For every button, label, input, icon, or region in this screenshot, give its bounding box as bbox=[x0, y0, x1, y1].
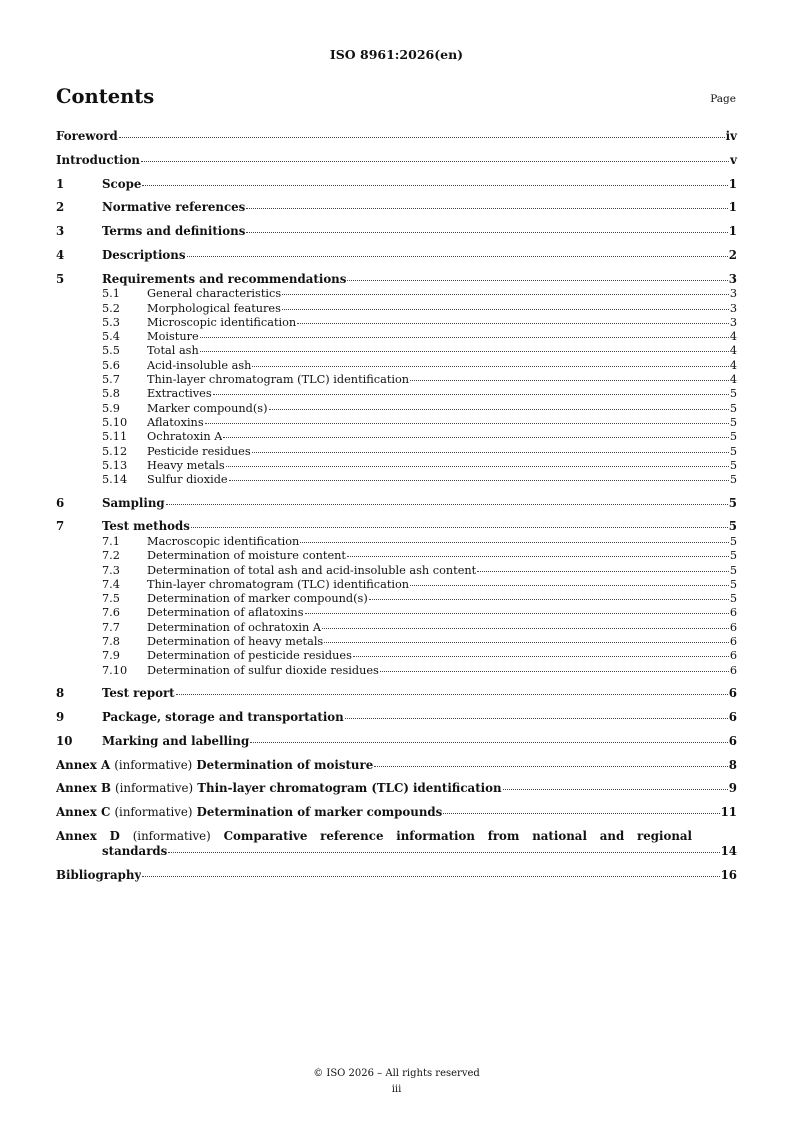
toc-label: Marking and labelling bbox=[102, 733, 250, 748]
toc-subentry[interactable] bbox=[56, 402, 737, 416]
toc-number: 7.1 bbox=[102, 535, 120, 548]
toc-label: Bibliography bbox=[56, 868, 142, 883]
dot-leader bbox=[297, 323, 729, 324]
dot-leader bbox=[324, 642, 729, 643]
toc-number: 5.14 bbox=[102, 473, 128, 487]
toc-number: 7.3 bbox=[102, 563, 120, 577]
toc-number: 5.4 bbox=[102, 330, 120, 344]
dot-leader bbox=[166, 504, 728, 505]
toc-entry[interactable] bbox=[56, 519, 737, 535]
toc-number: 7.10 bbox=[102, 663, 128, 677]
dot-leader bbox=[191, 527, 728, 528]
table-of-contents bbox=[56, 129, 737, 884]
toc-number: 5.13 bbox=[102, 458, 128, 472]
toc-label: Determination of moisture content bbox=[147, 549, 346, 563]
dot-leader bbox=[347, 556, 729, 557]
toc-label: Package, storage and transportation bbox=[102, 709, 344, 724]
annex-title: Thin-layer chromatogram (TLC) identification bbox=[197, 781, 502, 796]
toc-number: 1 bbox=[56, 176, 65, 191]
toc-label: Test report bbox=[102, 686, 175, 701]
toc-entry[interactable] bbox=[56, 200, 737, 216]
toc-subentry[interactable] bbox=[56, 359, 737, 373]
toc-label: Pesticide residues bbox=[147, 444, 251, 458]
toc-page-number: 5 bbox=[729, 444, 737, 458]
toc-page-number: 1 bbox=[728, 224, 737, 239]
dot-leader bbox=[410, 380, 729, 381]
toc-label: Determination of heavy metals bbox=[147, 635, 324, 649]
dot-leader bbox=[410, 585, 729, 586]
dot-leader bbox=[269, 409, 729, 410]
toc-label: Sulfur dioxide bbox=[147, 473, 228, 487]
annex-label bbox=[56, 758, 373, 774]
annex-d-line2 bbox=[56, 844, 737, 860]
toc-page-number: v bbox=[730, 152, 737, 167]
toc-subentry[interactable] bbox=[56, 592, 737, 606]
toc-annex[interactable] bbox=[56, 805, 737, 821]
toc-page-number: 3 bbox=[729, 315, 737, 329]
toc-number: 7.7 bbox=[102, 620, 120, 634]
annex-type: (informative) bbox=[132, 828, 211, 843]
toc-page-number: 14 bbox=[720, 844, 737, 859]
toc-bibliography[interactable] bbox=[56, 868, 737, 884]
toc-subentry[interactable] bbox=[56, 473, 737, 487]
toc-label: Foreword bbox=[56, 129, 118, 143]
toc-label: Moisture bbox=[147, 330, 199, 344]
toc-subentry[interactable] bbox=[56, 649, 737, 663]
dot-leader bbox=[187, 256, 728, 257]
toc-subentry[interactable] bbox=[56, 578, 737, 592]
toc-page-number: 4 bbox=[729, 330, 737, 344]
toc-page-number: 11 bbox=[720, 805, 737, 820]
toc-subentry[interactable] bbox=[56, 564, 737, 578]
toc-subentry[interactable] bbox=[56, 445, 737, 459]
toc-subentry[interactable] bbox=[56, 373, 737, 387]
toc-subentry[interactable] bbox=[56, 387, 737, 401]
toc-label: Scope bbox=[102, 176, 142, 191]
toc-page-number: 6 bbox=[729, 620, 737, 634]
dot-leader bbox=[205, 423, 729, 424]
toc-number: 7.9 bbox=[102, 649, 120, 663]
toc-label: Total ash bbox=[147, 344, 199, 358]
toc-label: Sampling bbox=[102, 495, 165, 510]
toc-label: Determination of sulfur dioxide residues bbox=[147, 663, 379, 677]
toc-entry[interactable] bbox=[56, 272, 737, 288]
toc-subentry[interactable] bbox=[56, 287, 737, 301]
toc-page-number: 16 bbox=[720, 868, 737, 883]
toc-label: Terms and definitions bbox=[102, 224, 246, 239]
toc-number: 5.9 bbox=[102, 401, 120, 415]
toc-page-number: 5 bbox=[729, 473, 737, 487]
toc-page-number: 6 bbox=[729, 606, 737, 620]
toc-page-number: 1 bbox=[728, 200, 737, 215]
toc-entry[interactable] bbox=[56, 224, 737, 240]
toc-entry[interactable] bbox=[56, 496, 737, 512]
toc-label: Determination of ochratoxin A bbox=[147, 620, 321, 634]
copyright-notice: © ISO 2026 – All rights reserved bbox=[313, 1068, 480, 1079]
toc-subentry[interactable] bbox=[56, 606, 737, 620]
dot-leader bbox=[369, 599, 729, 600]
toc-subentry[interactable] bbox=[56, 416, 737, 430]
toc-page-number: 2 bbox=[728, 247, 737, 262]
toc-page-number: 9 bbox=[728, 781, 737, 796]
toc-number: 5.11 bbox=[102, 430, 128, 444]
toc-label: Determination of marker compound(s) bbox=[147, 592, 368, 606]
toc-page-number: 6 bbox=[728, 686, 737, 701]
toc-number: 8 bbox=[56, 686, 65, 701]
dot-leader bbox=[282, 294, 729, 295]
toc-number: 10 bbox=[56, 733, 73, 748]
dot-leader bbox=[223, 437, 728, 438]
page-column-label: Page bbox=[710, 93, 736, 105]
toc-label: Descriptions bbox=[102, 247, 186, 262]
toc-page-number: 5 bbox=[729, 387, 737, 401]
annex-label bbox=[56, 805, 442, 821]
dot-leader bbox=[347, 280, 727, 281]
toc-number: 5.10 bbox=[102, 415, 128, 429]
toc-number: 7 bbox=[56, 519, 65, 534]
toc-number: 3 bbox=[56, 224, 65, 239]
annex-prefix: Annex D bbox=[56, 828, 120, 843]
toc-subentry[interactable] bbox=[56, 635, 737, 649]
toc-label: General characteristics bbox=[147, 287, 282, 301]
dot-leader bbox=[213, 394, 729, 395]
toc-label: Normative references bbox=[102, 200, 246, 215]
toc-page-number: 8 bbox=[728, 757, 737, 772]
toc-page-number: iv bbox=[725, 129, 737, 143]
toc-page-number: 3 bbox=[729, 287, 737, 301]
toc-subentry[interactable] bbox=[56, 330, 737, 344]
toc-subentry[interactable] bbox=[56, 621, 737, 635]
annex-prefix: Annex C bbox=[56, 805, 111, 820]
toc-page-number: 6 bbox=[729, 663, 737, 677]
toc-subentry[interactable] bbox=[56, 549, 737, 563]
dot-leader bbox=[246, 208, 727, 209]
dot-leader bbox=[142, 185, 727, 186]
annex-type: (informative) bbox=[114, 757, 193, 772]
toc-number: 7.2 bbox=[102, 549, 120, 563]
toc-number: 5 bbox=[56, 271, 65, 286]
toc-page-number: 4 bbox=[729, 373, 737, 387]
contents-title: Contents bbox=[56, 85, 155, 108]
toc-page-number: 5 bbox=[729, 401, 737, 415]
toc-subentry[interactable] bbox=[56, 459, 737, 473]
annex-title-continued: standards bbox=[102, 844, 168, 859]
toc-number: 2 bbox=[56, 200, 65, 215]
toc-label: Marker compound(s) bbox=[147, 401, 268, 415]
toc-subentry[interactable] bbox=[56, 316, 737, 330]
toc-page-number: 6 bbox=[729, 635, 737, 649]
toc-number: 7.5 bbox=[102, 592, 120, 606]
dot-leader bbox=[305, 613, 729, 614]
dot-leader bbox=[374, 766, 728, 767]
toc-annex[interactable] bbox=[56, 758, 737, 774]
toc-label: Introduction bbox=[56, 152, 141, 167]
annex-title: Comparative reference information from national and regional bbox=[223, 828, 693, 843]
annex-title: Determination of moisture bbox=[196, 757, 374, 772]
dot-leader bbox=[168, 852, 719, 853]
dot-leader bbox=[250, 742, 728, 743]
toc-page-number: 3 bbox=[728, 271, 737, 286]
toc-number: 6 bbox=[56, 495, 65, 510]
toc-number: 9 bbox=[56, 709, 65, 724]
dot-leader bbox=[200, 351, 729, 352]
toc-page-number: 5 bbox=[729, 592, 737, 606]
toc-label: Test methods bbox=[102, 519, 190, 534]
page-footer bbox=[0, 1066, 793, 1098]
dot-leader bbox=[322, 628, 729, 629]
annex-d-line1 bbox=[56, 829, 692, 845]
dot-leader bbox=[380, 671, 729, 672]
toc-subentry[interactable] bbox=[56, 430, 737, 444]
toc-annex[interactable] bbox=[56, 781, 737, 797]
toc-page-number: 5 bbox=[728, 495, 737, 510]
toc-label: Extractives bbox=[147, 387, 212, 401]
toc-subentry[interactable] bbox=[56, 302, 737, 316]
toc-page-number: 5 bbox=[729, 563, 737, 577]
toc-number: 7.6 bbox=[102, 606, 120, 620]
toc-label: Determination of aflatoxins bbox=[147, 606, 304, 620]
toc-subentry[interactable] bbox=[56, 344, 737, 358]
annex-prefix: Annex B bbox=[56, 781, 111, 796]
dot-leader bbox=[246, 232, 727, 233]
toc-annex-d[interactable] bbox=[56, 829, 737, 860]
toc-page-number: 5 bbox=[728, 519, 737, 534]
dot-leader bbox=[141, 161, 729, 162]
toc-number: 7.4 bbox=[102, 577, 120, 591]
dot-leader bbox=[229, 480, 729, 481]
toc-label: Ochratoxin A bbox=[147, 430, 223, 444]
annex-prefix: Annex A bbox=[56, 757, 111, 772]
toc-page-number: 5 bbox=[729, 430, 737, 444]
dot-leader bbox=[353, 656, 729, 657]
dot-leader bbox=[200, 337, 729, 338]
toc-number: 7.8 bbox=[102, 635, 120, 649]
toc-entry[interactable] bbox=[56, 686, 737, 702]
toc-entry[interactable] bbox=[56, 153, 737, 169]
annex-label bbox=[56, 781, 502, 797]
dot-leader bbox=[226, 466, 729, 467]
toc-number: 5.1 bbox=[102, 287, 120, 301]
toc-number: 4 bbox=[56, 247, 65, 262]
toc-page-number: 4 bbox=[729, 358, 737, 372]
dot-leader bbox=[282, 309, 729, 310]
toc-label: Aflatoxins bbox=[147, 415, 204, 429]
toc-label: Determination of total ash and acid-insoluble ash content bbox=[147, 563, 477, 577]
toc-page-number: 5 bbox=[729, 549, 737, 563]
toc-page-number: 3 bbox=[729, 301, 737, 315]
toc-label: Acid-insoluble ash bbox=[147, 358, 252, 372]
toc-label: Microscopic identification bbox=[147, 315, 297, 329]
annex-type: (informative) bbox=[114, 805, 193, 820]
toc-entry[interactable] bbox=[56, 734, 737, 750]
dot-leader bbox=[176, 694, 728, 695]
toc-page-number: 1 bbox=[728, 176, 737, 191]
toc-page-number: 5 bbox=[729, 535, 737, 548]
toc-page-number: 6 bbox=[728, 733, 737, 748]
page-number: iii bbox=[391, 1084, 402, 1095]
dot-leader bbox=[443, 813, 719, 814]
dot-leader bbox=[252, 452, 729, 453]
toc-label: Macroscopic identification bbox=[147, 535, 300, 548]
toc-entry[interactable] bbox=[56, 129, 737, 145]
toc-label: Determination of pesticide residues bbox=[147, 649, 352, 663]
toc-label: Morphological features bbox=[147, 301, 281, 315]
toc-number: 5.2 bbox=[102, 301, 120, 315]
toc-number: 5.6 bbox=[102, 358, 120, 372]
toc-number: 5.12 bbox=[102, 444, 128, 458]
toc-subentry[interactable] bbox=[56, 535, 737, 549]
toc-subentry[interactable] bbox=[56, 664, 737, 678]
dot-leader bbox=[252, 366, 728, 367]
toc-page-number: 5 bbox=[729, 458, 737, 472]
toc-page-number: 5 bbox=[729, 577, 737, 591]
toc-label: Thin-layer chromatogram (TLC) identification bbox=[147, 577, 410, 591]
annex-title: Determination of marker compounds bbox=[196, 805, 443, 820]
dot-leader bbox=[142, 876, 719, 877]
annex-type: (informative) bbox=[115, 781, 194, 796]
toc-number: 5.7 bbox=[102, 373, 120, 387]
toc-label: Thin-layer chromatogram (TLC) identification bbox=[147, 373, 410, 387]
toc-number: 5.8 bbox=[102, 387, 120, 401]
dot-leader bbox=[119, 137, 725, 138]
toc-page-number: 4 bbox=[729, 344, 737, 358]
dot-leader bbox=[300, 542, 729, 543]
toc-label: Requirements and recommendations bbox=[102, 271, 347, 286]
dot-leader bbox=[503, 789, 728, 790]
toc-entry[interactable] bbox=[56, 177, 737, 193]
document-header: ISO 8961:2026(en) bbox=[329, 47, 464, 62]
toc-number: 5.5 bbox=[102, 344, 120, 358]
dot-leader bbox=[477, 571, 729, 572]
toc-label: Heavy metals bbox=[147, 458, 225, 472]
dot-leader bbox=[345, 718, 728, 719]
toc-page-number: 5 bbox=[729, 415, 737, 429]
toc-entry[interactable] bbox=[56, 248, 737, 264]
toc-number: 5.3 bbox=[102, 315, 120, 329]
toc-entry[interactable] bbox=[56, 710, 737, 726]
toc-page-number: 6 bbox=[729, 649, 737, 663]
toc-page-number: 6 bbox=[728, 709, 737, 724]
